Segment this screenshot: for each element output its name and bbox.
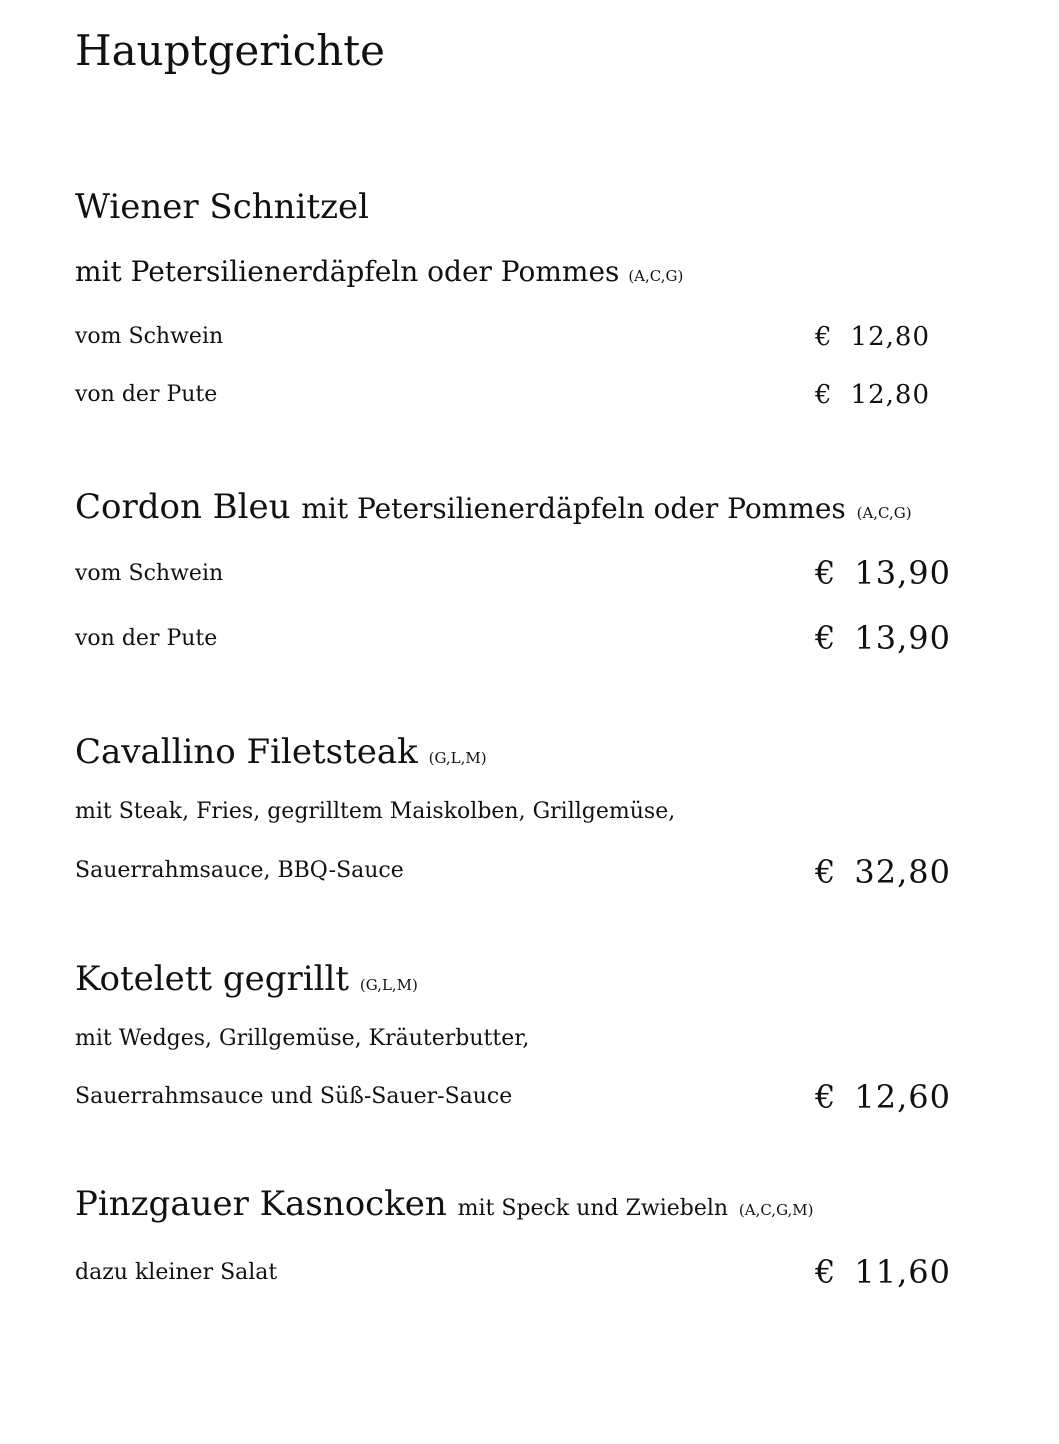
description-text: mit Speck und Zwiebeln bbox=[457, 1196, 729, 1221]
option-label: von der Pute bbox=[75, 626, 218, 651]
dish-name: Cavallino Filetsteak bbox=[75, 732, 418, 772]
euro-symbol: € bbox=[815, 380, 833, 410]
allergen-codes: (G,L,M) bbox=[428, 749, 487, 767]
dish-description-line: Sauerrahmsauce und Süß-Sauer-Sauce bbox=[75, 1084, 513, 1109]
dish-name: Cordon Bleu bbox=[75, 487, 291, 527]
dish-name-schnitzel: Wiener Schnitzel bbox=[75, 187, 369, 227]
dish-name-kotelett bbox=[75, 959, 418, 999]
euro-symbol: € bbox=[815, 853, 837, 891]
page-title: Hauptgerichte bbox=[75, 26, 386, 75]
dish-description-line: Sauerrahmsauce, BBQ-Sauce bbox=[75, 858, 404, 883]
option-price bbox=[815, 324, 930, 350]
dish-description-line: mit Wedges, Grillgemüse, Kräuterbutter, bbox=[75, 1026, 530, 1051]
option-price bbox=[815, 554, 951, 592]
dish-name-kasnocken bbox=[75, 1184, 814, 1224]
dish-side: dazu kleiner Salat bbox=[75, 1260, 278, 1285]
price-value: 12,80 bbox=[850, 380, 930, 410]
price-value: 13,90 bbox=[854, 619, 951, 657]
price-value: 32,80 bbox=[854, 853, 951, 891]
dish-name: Kotelett gegrillt bbox=[75, 959, 350, 999]
option-price bbox=[815, 619, 951, 657]
dish-description-schnitzel bbox=[75, 255, 684, 288]
dish-price bbox=[815, 1253, 951, 1291]
dish-name-cordon-bleu bbox=[75, 487, 912, 527]
price-value: 11,60 bbox=[854, 1253, 951, 1291]
description-text: mit Petersilienerdäpfeln oder Pommes bbox=[75, 255, 620, 288]
euro-symbol: € bbox=[815, 322, 833, 352]
dish-name-filetsteak bbox=[75, 732, 487, 772]
euro-symbol: € bbox=[815, 619, 837, 657]
dish-price bbox=[815, 853, 951, 891]
allergen-codes: (G,L,M) bbox=[359, 976, 418, 994]
euro-symbol: € bbox=[815, 1253, 837, 1291]
description-text: mit Petersilienerdäpfeln oder Pommes bbox=[301, 492, 846, 525]
allergen-codes: (A,C,G) bbox=[628, 267, 684, 285]
price-value: 13,90 bbox=[854, 554, 951, 592]
price-value: 12,80 bbox=[850, 322, 930, 352]
option-label: von der Pute bbox=[75, 382, 218, 407]
price-value: 12,60 bbox=[854, 1078, 951, 1116]
option-price bbox=[815, 382, 930, 408]
dish-name: Pinzgauer Kasnocken bbox=[75, 1184, 447, 1224]
dish-description-line: mit Steak, Fries, gegrilltem Maiskolben, Grillgemüse, bbox=[75, 799, 676, 824]
euro-symbol: € bbox=[815, 1078, 837, 1116]
allergen-codes: (A,C,G,M) bbox=[738, 1201, 814, 1219]
option-label: vom Schwein bbox=[75, 324, 224, 349]
option-label: vom Schwein bbox=[75, 561, 224, 586]
dish-price bbox=[815, 1078, 951, 1116]
allergen-codes: (A,C,G) bbox=[856, 504, 912, 522]
euro-symbol: € bbox=[815, 554, 837, 592]
